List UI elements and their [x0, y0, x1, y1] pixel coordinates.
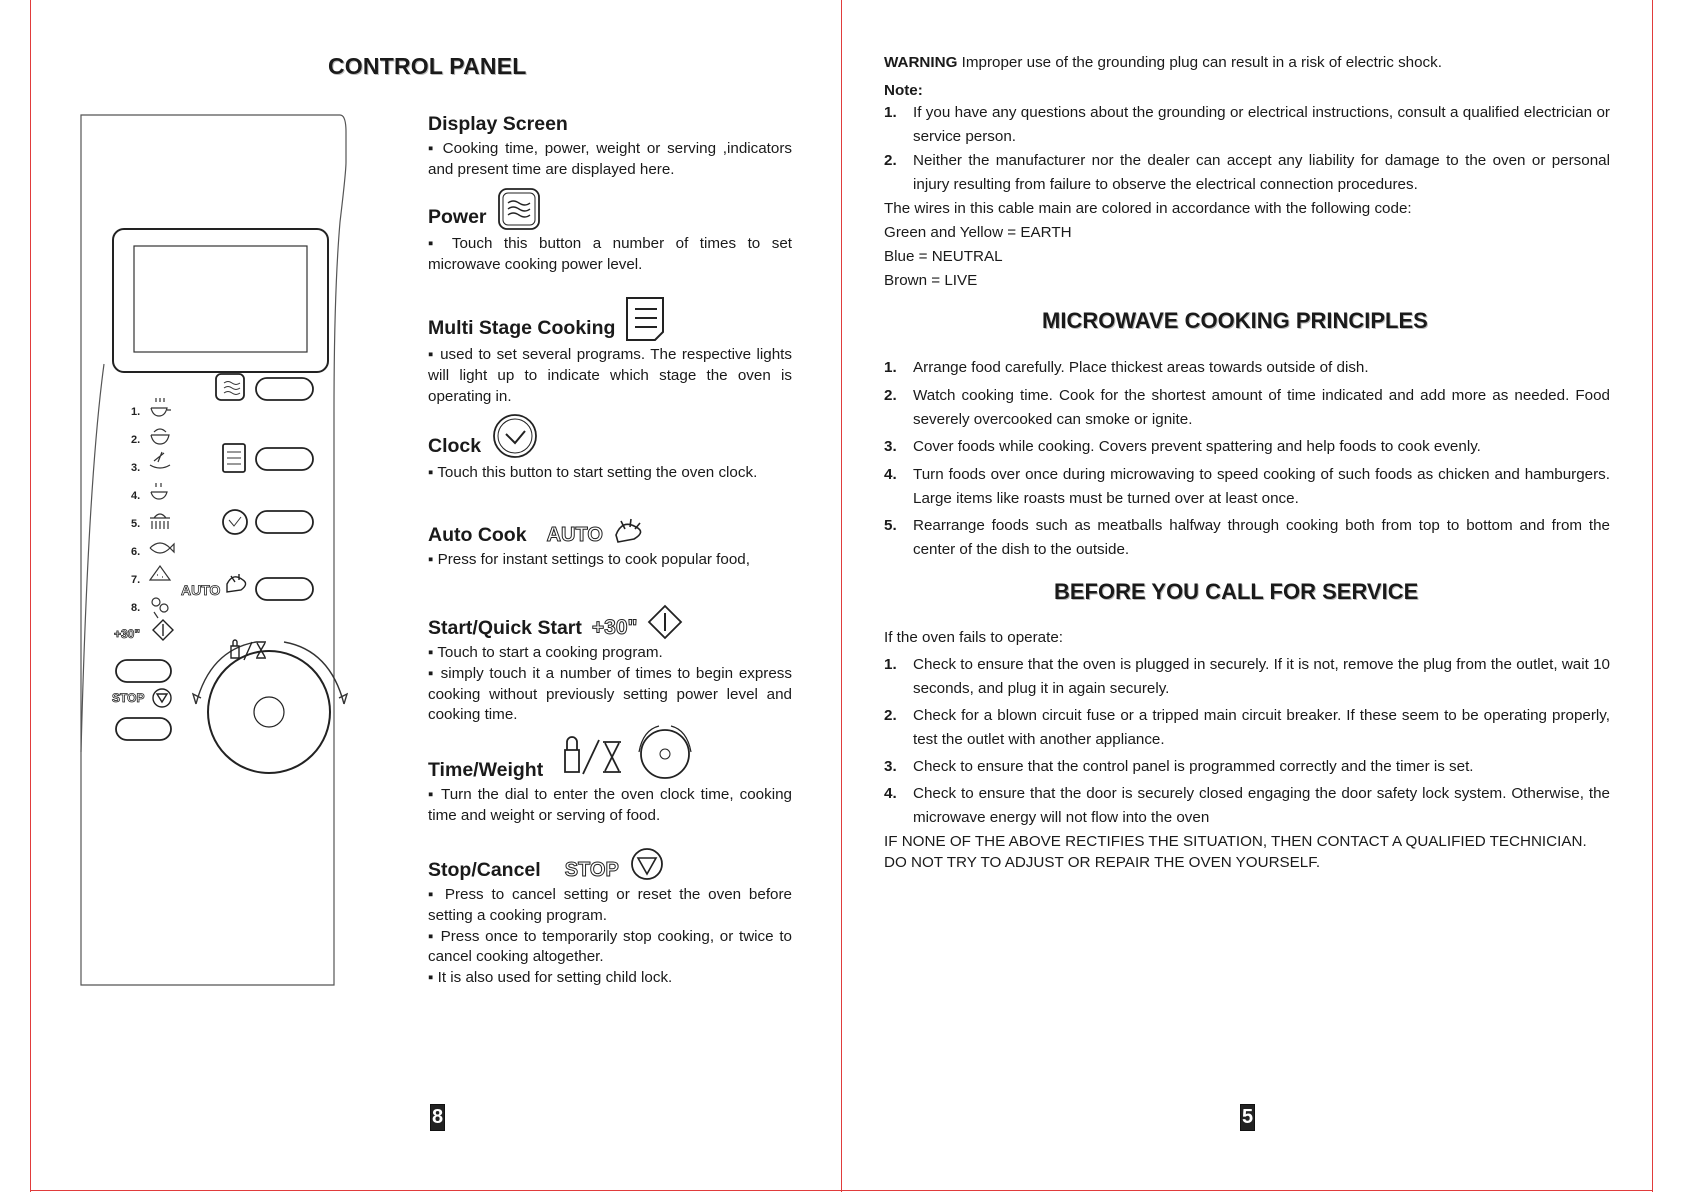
- note-item: 2. Neither the manufacturer nor the dealer can accept any liability for damage to the oven or personal injury resulting from failure to observe the electrical connection procedures.: [884, 152, 1610, 193]
- section-heading: Clock: [428, 435, 482, 457]
- stop-label: STOP: [112, 691, 145, 705]
- frozen-food-icon: [150, 514, 170, 529]
- start-quick-label: +30": [114, 627, 141, 641]
- fish-icon: [150, 543, 174, 553]
- section-stop-cancel: [428, 846, 792, 989]
- start-icon-text: +30": [591, 616, 638, 639]
- section-clock: [428, 412, 792, 484]
- section-body: ▪ Press for instant settings to cook popular food,: [428, 551, 750, 568]
- auto-cook-icon: [613, 517, 647, 547]
- warning-text: Improper use of the grounding plug can result in a risk of electric shock.: [957, 54, 1442, 71]
- pizza-icon: [150, 566, 170, 580]
- menu-number-1: 1.: [131, 406, 141, 418]
- note-label: Note:: [884, 82, 923, 99]
- section-power: [428, 187, 792, 276]
- start-button: [116, 660, 171, 682]
- section-body: ▪ Touch this button to start setting the oven clock.: [428, 464, 758, 481]
- vegetables-icon: [152, 598, 168, 618]
- service-item: 4. Check to ensure that the door is securely closed engaging the door safety lock system. Otherwise, the microwave energy will not flow into the oven: [884, 785, 1610, 826]
- soup-bowl-icon: [151, 429, 169, 444]
- auto-cook-button: [256, 578, 313, 600]
- section-body: ▪ Press to cancel setting or reset the oven before setting a cooking program.: [428, 886, 792, 924]
- section-start-quick-start: [428, 604, 792, 726]
- wire-code: Brown = LIVE: [884, 272, 978, 289]
- service-title: BEFORE YOU CALL FOR SERVICE: [1054, 579, 1419, 604]
- section-body-2: ▪ simply touch it a number of times to begin express cooking without previously setting power level and cooking time.: [428, 664, 792, 724]
- section-heading: Multi Stage Cooking: [428, 317, 616, 339]
- section-body: ▪ Touch to start a cooking program.: [428, 644, 663, 661]
- wires-intro: The wires in this cable main are colored in accordance with the following code:: [884, 200, 1412, 217]
- left-frame-rule: [30, 0, 31, 1192]
- hot-drink-icon: [151, 483, 167, 499]
- closing-line-1: IF NONE OF THE ABOVE RECTIFIES THE SITUATION, THEN CONTACT A QUALIFIED TECHNICIAN.: [884, 833, 1587, 850]
- principle-item: 1. Arrange food carefully. Place thickest areas towards outside of dish.: [884, 359, 1369, 376]
- clock-button: [256, 511, 313, 533]
- menu-number-3: 3.: [131, 462, 141, 474]
- right-frame-rule: [1652, 0, 1653, 1192]
- auto-cook-chicken-icon: [227, 574, 246, 592]
- section-auto-cook: [428, 517, 792, 571]
- warning-label: WARNING: [884, 54, 958, 71]
- time-weight-icon: [553, 722, 693, 782]
- stop-icon-text: STOP: [564, 859, 619, 881]
- power-button: [256, 378, 313, 400]
- section-heading: Power: [428, 206, 487, 228]
- menu-number-7: 7.: [131, 574, 141, 586]
- service-item: 3. Check to ensure that the control panel is programmed correctly and the timer is set.: [884, 758, 1474, 775]
- power-wave-icon: [497, 187, 541, 231]
- multi-stage-button: [256, 448, 313, 470]
- service-item: 2. Check for a blown circuit fuse or a tripped main circuit breaker. If these seem to be operating properly, test the outlet with another appliance.: [884, 707, 1610, 748]
- section-body-3: ▪ It is also used for setting child lock.: [428, 969, 673, 987]
- section-heading: Start/Quick Start: [428, 617, 582, 639]
- section-heading: Auto Cook: [428, 524, 527, 546]
- principle-item: 2. Watch cooking time. Cook for the shortest amount of time indicated and add more as needed. Food severely overcooked can smoke or ignite.: [884, 387, 1610, 428]
- principles-title: MICROWAVE COOKING PRINCIPLES: [1042, 308, 1428, 333]
- page-number-right: 5: [1240, 1104, 1255, 1131]
- section-heading: Time/Weight: [428, 759, 544, 781]
- principle-item: 5. Rearrange foods such as meatballs halfway through cooking both from top to bottom and from the center of the dish to the outside.: [884, 517, 1610, 558]
- section-body-2: ▪ Press once to temporarily stop cooking, or twice to cancel cooking altogether.: [428, 927, 792, 966]
- wire-code: Blue = NEUTRAL: [884, 248, 1003, 265]
- section-body: ▪ used to set several programs. The respective lights will light up to indicate which stage the oven is operating in.: [428, 346, 792, 405]
- section-multi-stage-cooking: [428, 296, 792, 407]
- start-diamond-icon: [153, 620, 173, 640]
- stop-icon: [629, 846, 665, 882]
- principle-item: 4. Turn foods over once during microwaving to speed cooking of such foods as chicken and hamburgers. Large items like roasts must be turned over at least once.: [884, 466, 1610, 507]
- clock-key-icon: [223, 510, 247, 534]
- clock-icon: [491, 412, 539, 460]
- section-body: ▪ Cooking time, power, weight or serving ,indicators and present time are displayed here.: [428, 140, 792, 178]
- section-heading: Stop/Cancel: [428, 859, 541, 881]
- page-number-left: 8: [430, 1104, 445, 1131]
- section-time-weight: [428, 722, 792, 827]
- menu-number-4: 4.: [131, 490, 141, 502]
- warning-line: [884, 51, 1610, 75]
- bottom-frame-rule: [30, 1190, 1653, 1191]
- display-screen: [113, 229, 328, 372]
- principle-item: 3. Cover foods while cooking. Covers prevent spattering and help foods to cook evenly.: [884, 438, 1481, 455]
- beverage-icon: [151, 398, 171, 416]
- dinner-plate-icon: [150, 452, 170, 468]
- time-weight-dial: [208, 651, 330, 773]
- stop-button: [116, 718, 171, 740]
- menu-number-2: 2.: [131, 434, 141, 446]
- closing-line-2: DO NOT TRY TO ADJUST OR REPAIR THE OVEN YOURSELF.: [884, 854, 1321, 871]
- section-heading: Display Screen: [428, 113, 568, 135]
- section-body: ▪ Touch this button a number of times to set microwave cooking power level.: [428, 235, 792, 273]
- control-panel-title: CONTROL PANEL: [328, 53, 527, 79]
- start-icon: [647, 604, 683, 640]
- control-panel-illustration: [78, 112, 348, 987]
- note-item: 1. If you have any questions about the grounding or electrical instructions, consult a qualified electrician or service person.: [884, 104, 1610, 145]
- multi-stage-icon: [625, 296, 667, 342]
- auto-cook-label: AUTO: [181, 582, 221, 598]
- auto-cook-icon-text: AUTO: [546, 524, 603, 546]
- service-item: 1. Check to ensure that the oven is plugged in securely. If it is not, remove the plug from the outlet, wait 10 seconds, and plug it in again securely.: [884, 656, 1610, 697]
- menu-number-5: 5.: [131, 518, 141, 530]
- menu-number-6: 6.: [131, 546, 141, 558]
- menu-number-8: 8.: [131, 602, 141, 614]
- section-display-screen: [428, 113, 792, 181]
- wire-code: Green and Yellow = EARTH: [884, 224, 1072, 241]
- service-intro: If the oven fails to operate:: [884, 629, 1063, 646]
- section-body: ▪ Turn the dial to enter the oven clock time, cooking time and weight or serving of food.: [428, 786, 792, 824]
- center-frame-rule: [841, 0, 842, 1192]
- stop-cancel-icon: [153, 689, 171, 707]
